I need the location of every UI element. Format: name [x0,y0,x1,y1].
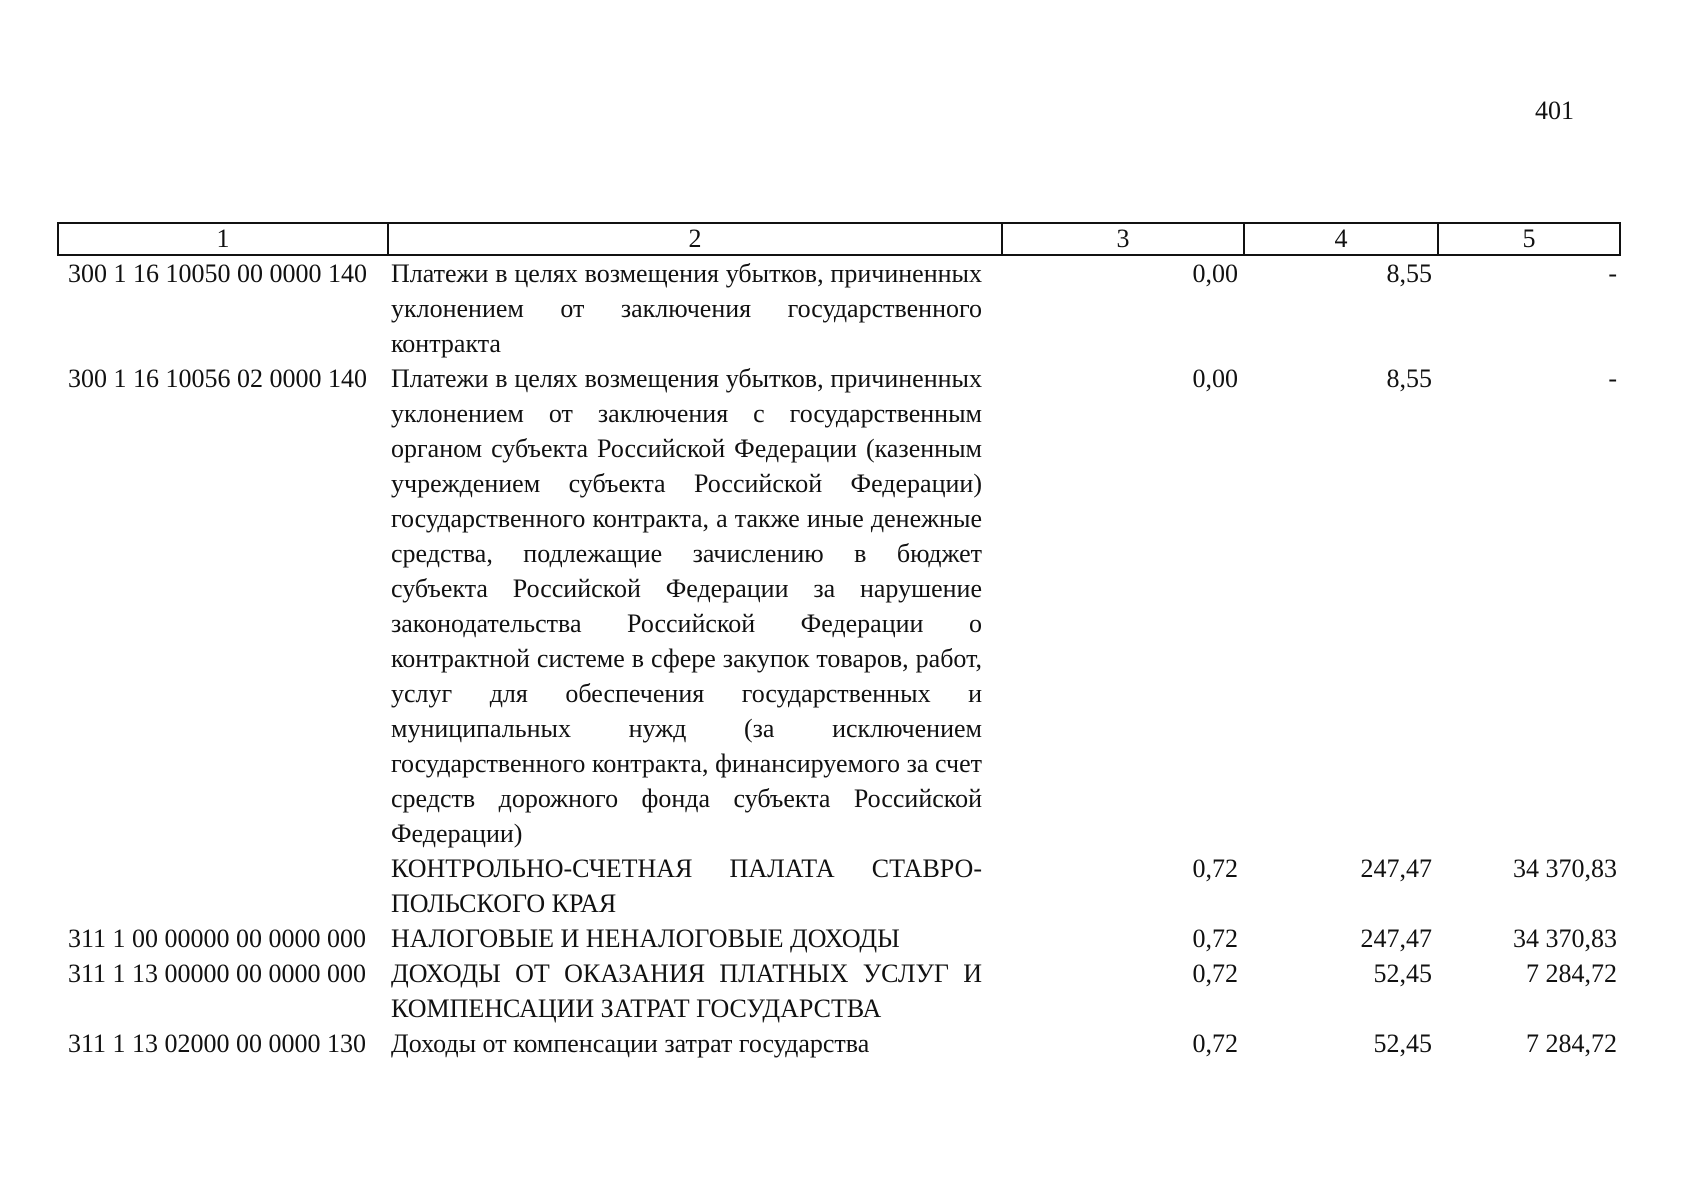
row-col4: 52,45 [1373,1029,1432,1058]
row-col5: 34 370,83 [1513,854,1617,883]
row-col5: 7 284,72 [1526,1029,1617,1058]
table-row [58,1026,1620,1061]
row-col4: 52,45 [1373,959,1432,988]
header-col-2: 2 [388,223,1002,255]
budget-table [57,222,1621,1061]
row-name: Доходы от компенсации затрат государства [391,1029,870,1058]
row-col3: 0,00 [1192,259,1238,288]
row-code: 311 1 00 00000 00 0000 000 [68,924,367,953]
row-col4: 8,55 [1386,259,1432,288]
header-col-5: 5 [1438,223,1620,255]
table-row [58,361,1620,851]
table-header [58,223,1620,255]
table-row [58,255,1620,361]
row-col4: 247,47 [1360,854,1432,883]
row-col4: 8,55 [1386,364,1432,393]
row-name: Платежи в целях возмещения убытков, причиненных уклонением от заключения с государственным органом субъекта Российской Федерации (казенным учреждением субъекта Российской Федерации) государственного контракта, а также иные денежные средства, подлежащие зачислению в бюджет субъекта Российской Федерации за нарушение законодательства Российской Федерации о контрактной системе в сфере закупок товаров, работ, услуг для обеспечения государственных и муниципальных нужд (за исключением государственного контракта, финансируемого за счет средств дорожного фонда субъекта Российской Федерации) [391,364,982,848]
header-col-3: 3 [1002,223,1244,255]
row-name: НАЛОГОВЫЕ И НЕНАЛОГОВЫЕ ДОХОДЫ [391,924,900,953]
row-col3: 0,72 [1192,924,1238,953]
page-number: 401 [1535,96,1574,125]
row-col5: 34 370,83 [1513,924,1617,953]
table-row [58,921,1620,956]
row-col5: 7 284,72 [1526,959,1617,988]
row-code [58,851,388,921]
row-col3: 0,00 [1192,364,1238,393]
table-row [58,851,1620,921]
header-col-1: 1 [58,223,388,255]
row-name: Платежи в целях возмещения убытков, причиненных уклонением от заключения государственного контракта [391,259,982,358]
row-col3: 0,72 [1192,959,1238,988]
row-col5: - [1608,364,1617,393]
row-code: 300 1 16 10056 02 0000 140 [68,364,367,393]
row-code: 300 1 16 10050 00 0000 140 [68,259,367,288]
row-col4: 247,47 [1360,924,1432,953]
row-col5: - [1608,259,1617,288]
row-code: 311 1 13 00000 00 0000 000 [68,959,367,988]
row-name: КОНТРОЛЬНО-СЧЕТНАЯ ПАЛАТА СТАВРО-ПОЛЬСКОГО КРАЯ [391,854,982,918]
row-name: ДОХОДЫ ОТ ОКАЗАНИЯ ПЛАТНЫХ УСЛУГ И КОМПЕНСАЦИИ ЗАТРАТ ГОСУДАРСТВА [391,959,982,1023]
header-row [58,223,1620,255]
table-row [58,956,1620,1026]
row-col3: 0,72 [1192,854,1238,883]
table-body [58,255,1620,1061]
row-code: 311 1 13 02000 00 0000 130 [68,1029,367,1058]
header-col-4: 4 [1244,223,1438,255]
row-col3: 0,72 [1192,1029,1238,1058]
